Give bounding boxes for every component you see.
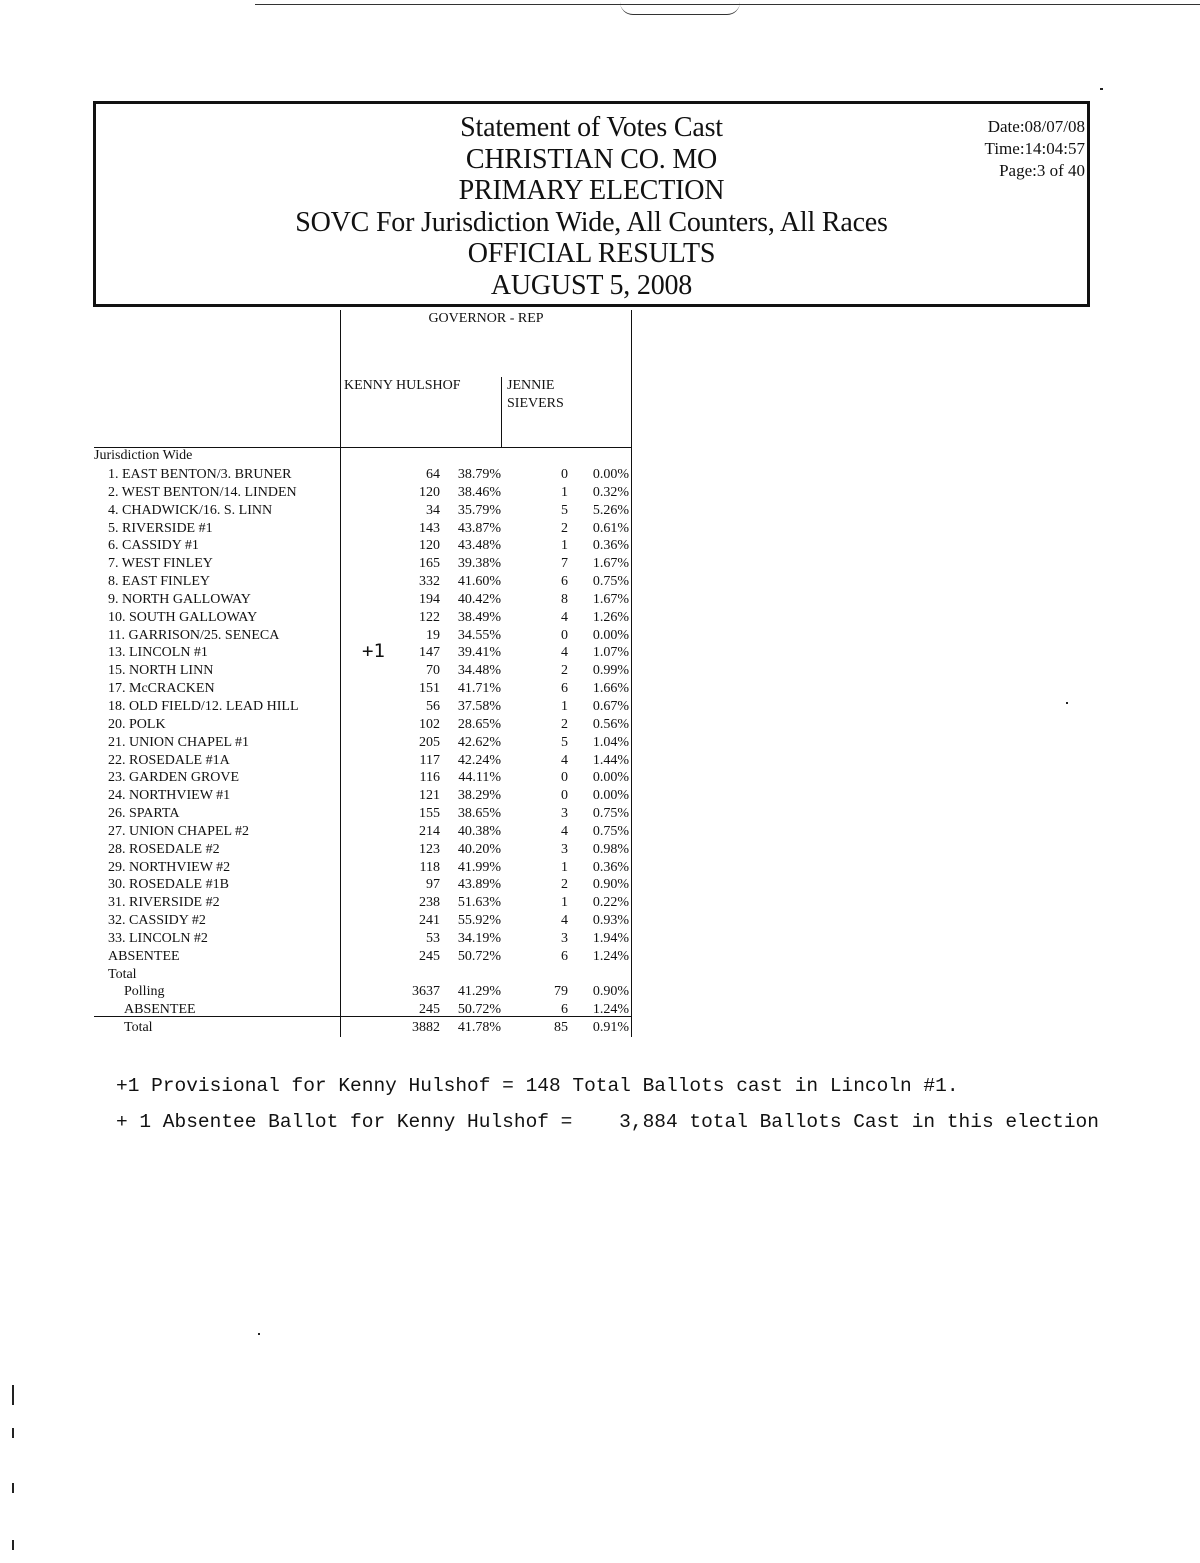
candidate-1-percent: 40.38% [457,823,501,839]
row-label: 18. OLD FIELD/12. LEAD HILL [108,698,299,714]
footnotes [116,1068,1099,1140]
candidate-2-percent: 0.36% [592,859,629,875]
row-label: 6. CASSIDY #1 [108,538,199,554]
table-row [94,983,634,1001]
table-row [94,894,634,912]
table-row [94,1019,634,1037]
candidate-2-percent: 1.44% [592,752,629,768]
candidate-2-percent: 1.66% [592,681,629,697]
candidate-1-percent: 34.55% [457,627,501,643]
row-label: 28. ROSEDALE #2 [108,841,220,857]
candidate-1-votes: 120 [419,538,440,554]
candidate-2-percent: 1.04% [592,734,629,750]
candidate-1-votes: 117 [419,752,440,768]
candidate-2-percent: 0.90% [592,877,629,893]
row-label: 23. GARDEN GROVE [108,770,240,786]
candidate-1-votes: 122 [419,609,440,625]
candidate-2-votes: 4 [561,609,568,625]
row-label: Polling [124,984,165,1000]
row-label: 7. WEST FINLEY [108,556,213,572]
table-row [94,841,634,859]
row-label: 21. UNION CHAPEL #1 [108,734,250,750]
candidate-2-percent: 0.75% [592,574,629,590]
scan-mark [12,1428,14,1438]
candidate-1-votes: 194 [419,591,440,607]
candidate-2-votes: 3 [561,806,568,822]
candidate-1-votes: 165 [419,556,440,572]
row-label: 2. WEST BENTON/14. LINDEN [108,484,297,500]
candidate-2-votes: 4 [561,823,568,839]
row-label: 4. CHADWICK/16. S. LINN [108,502,273,518]
table-row [94,912,634,930]
table-row [94,609,634,627]
candidate-1-percent: 39.41% [457,645,501,661]
candidate-1-votes: 116 [419,770,440,786]
candidate-1-percent: 41.29% [457,984,501,1000]
candidate-1-votes: 245 [419,1002,440,1018]
row-label: 31. RIVERSIDE #2 [108,895,220,911]
candidate-2-percent: 0.36% [592,538,629,554]
table-row [94,555,634,573]
results-table [94,466,634,1037]
table-row [94,876,634,894]
candidate-2-percent: 0.61% [592,520,629,536]
candidate-1-percent: 38.29% [457,788,501,804]
candidate-2-percent: 0.00% [592,467,629,482]
row-label: 24. NORTHVIEW #1 [108,788,231,804]
table-row [94,537,634,555]
candidate-1-percent: 34.19% [457,930,501,946]
candidate-1-votes: 3637 [412,984,440,1000]
row-label: 20. POLK [108,716,166,732]
candidate-1-percent: 44.11% [458,770,501,786]
candidate-1-percent: 28.65% [457,716,501,732]
table-row [94,752,634,770]
table-row [94,591,634,609]
candidate-1-votes: 123 [419,841,440,857]
candidate-1-votes: 56 [426,698,440,714]
candidate-1-percent: 43.48% [457,538,501,554]
candidate-2-percent: 0.00% [592,627,629,643]
candidate-1-votes: 3882 [412,1020,440,1036]
candidate-2-votes: 0 [561,770,568,786]
candidate-2-votes: 0 [561,467,568,482]
candidate-2-votes: 4 [561,913,568,929]
candidate-1-votes: 121 [419,788,440,804]
table-row [94,823,634,841]
table-row [94,502,634,520]
candidate-1-votes: 97 [426,877,440,893]
candidate-2-percent: 0.22% [592,895,629,911]
table-row [94,520,634,538]
candidate-2-votes: 6 [561,948,568,964]
candidate-2-percent: 0.75% [592,823,629,839]
jurisdiction-label: Jurisdiction Wide [94,448,193,463]
candidate-1-percent: 43.89% [457,877,501,893]
candidate-2-votes: 5 [561,734,568,750]
candidate-2-votes: 2 [561,877,568,893]
row-label: 1. EAST BENTON/3. BRUNER [108,467,292,482]
candidate-1-percent: 38.49% [457,609,501,625]
candidate-1-votes: 19 [426,627,440,643]
candidate-2-percent: 0.99% [592,663,629,679]
candidate-1-votes: 151 [419,681,440,697]
title-line-3: PRIMARY ELECTION [458,175,725,206]
candidate-1-votes: 332 [419,574,440,590]
footnote-2: + 1 Absentee Ballot for Kenny Hulshof = 3,884 total Ballots Cast in this election [116,1111,1099,1133]
table-row [94,466,634,484]
row-label: 30. ROSEDALE #1B [108,877,229,893]
table-row [94,1001,634,1019]
candidate-1-votes: 53 [426,930,440,946]
candidate-2-votes: 2 [561,520,568,536]
candidate-1-percent: 41.78% [457,1020,501,1036]
row-label: 26. SPARTA [108,806,180,822]
table-row [94,716,634,734]
table-row [94,484,634,502]
candidate-1-votes: 205 [419,734,440,750]
candidate-1-votes: 70 [426,663,440,679]
candidate-2-percent: 0.67% [592,698,629,714]
candidate-1-percent: 41.60% [457,574,501,590]
candidate-2-percent: 0.91% [592,1020,629,1036]
candidate-2-percent: 1.94% [592,930,629,946]
scan-mark [12,1385,14,1405]
candidate-2-percent: 0.98% [592,841,629,857]
candidate-2-votes: 0 [561,627,568,643]
candidate-1-votes: 147 [419,645,440,661]
footnote-1: +1 Provisional for Kenny Hulshof = 148 Total Ballots cast in Lincoln #1. [116,1075,959,1097]
report-date: Date:08/07/08 [987,117,1085,136]
candidate-1-votes: 155 [419,806,440,822]
row-label: ABSENTEE [108,948,180,964]
row-label: 33. LINCOLN #2 [108,930,208,946]
table-row [94,662,634,680]
scan-speck [258,1333,260,1335]
table-row [94,640,634,663]
candidate-1-votes: 241 [419,913,440,929]
row-label: Total [124,1020,153,1036]
table-row [94,805,634,823]
candidate-1-votes: 245 [419,948,440,964]
table-row [94,680,634,698]
candidate-1-percent: 38.65% [457,806,501,822]
candidate-1-votes: 238 [419,895,440,911]
candidate-2-name [507,377,564,413]
candidate-2-percent: 0.00% [592,788,629,804]
candidate-1-percent: 38.79% [457,467,501,482]
table-row [94,787,634,805]
row-label: 32. CASSIDY #2 [108,913,206,929]
candidate-2-percent: 0.00% [592,770,629,786]
candidate-1-percent: 39.38% [457,556,501,572]
candidate-1-percent: 40.42% [457,591,501,607]
row-label: 9. NORTH GALLOWAY [108,591,251,607]
candidate-1-percent: 41.99% [457,859,501,875]
candidate-2-votes: 4 [561,645,568,661]
candidate-1-percent: 50.72% [457,948,501,964]
candidate-1-percent: 50.72% [457,1002,501,1018]
row-label: 17. McCRACKEN [108,681,215,697]
report-meta [985,116,1085,182]
candidate-2-percent: 0.75% [592,806,629,822]
table-row [94,769,634,787]
candidate-2-percent: 0.56% [592,716,629,732]
candidate-2-votes: 1 [561,698,568,714]
candidate-1-votes: 34 [426,502,440,518]
candidate-2-votes: 6 [561,681,568,697]
table-row [94,966,634,984]
candidate-1-votes: 118 [419,859,440,875]
candidate-2-percent: 1.24% [592,948,629,964]
candidate-divider [501,377,502,447]
candidate-1-votes: 143 [419,520,440,536]
candidate-1-votes: 214 [419,823,440,839]
candidate-1-percent: 41.71% [457,681,501,697]
candidate-2-percent: 1.07% [592,645,629,661]
table-row [94,948,634,966]
candidate-1-percent: 42.62% [457,734,501,750]
candidate-1-percent: 37.58% [457,698,501,714]
candidate-1-percent: 43.87% [457,520,501,536]
candidate-2-votes: 3 [561,930,568,946]
candidate-2-votes: 7 [561,556,568,572]
candidate-2-votes: 3 [561,841,568,857]
report-page: Page:3 of 40 [999,161,1085,180]
candidate-2-votes: 2 [561,716,568,732]
candidate-2-votes: 1 [561,895,568,911]
table-row [94,734,634,752]
title-line-1: Statement of Votes Cast [460,112,723,143]
candidate-1-percent: 38.46% [457,484,501,500]
candidate-2-percent: 1.26% [592,609,629,625]
candidate-1-percent: 40.20% [457,841,501,857]
candidate-2-votes: 1 [561,484,568,500]
candidate-2-votes: 4 [561,752,568,768]
report-header-box [93,101,1090,307]
row-label: ABSENTEE [124,1002,196,1018]
row-label: 10. SOUTH GALLOWAY [108,609,258,625]
scan-speck [1100,88,1103,90]
table-row [94,859,634,877]
row-label: Total [108,966,137,982]
candidate-2-percent: 5.26% [592,502,629,518]
candidate-1-votes: 102 [419,716,440,732]
candidate-1-votes: 120 [419,484,440,500]
candidate-1-percent: 34.48% [457,663,501,679]
candidate-1-name: KENNY HULSHOF [344,378,461,393]
scan-mark [12,1540,14,1550]
candidate-2-percent: 0.90% [592,984,629,1000]
candidate-2-votes: 5 [561,502,568,518]
report-time: Time:14:04:57 [984,139,1085,158]
title-line-2: CHRISTIAN CO. MO [465,143,718,175]
row-label: 22. ROSEDALE #1A [108,752,230,768]
row-label: 15. NORTH LINN [108,663,214,679]
candidate-2-votes: 1 [561,859,568,875]
row-label: 29. NORTHVIEW #2 [108,859,231,875]
report-title-block [96,112,1087,301]
candidate-2-votes: 0 [561,788,568,804]
row-label: 11. GARRISON/25. SENECA [108,627,280,643]
candidate-2-percent: 0.32% [592,484,629,500]
row-label: 8. EAST FINLEY [108,574,211,590]
table-row [94,698,634,716]
row-label: 5. RIVERSIDE #1 [108,520,213,536]
candidate-2-line-2: SIEVERS [507,396,564,411]
candidate-2-votes: 6 [561,1002,568,1018]
scan-speck [1066,702,1068,704]
candidate-2-percent: 1.24% [592,1002,629,1018]
race-title: GOVERNOR - REP [428,311,544,326]
title-line-5: OFFICIAL RESULTS [467,238,716,269]
row-label: 13. LINCOLN #1 [108,645,208,661]
candidate-1-percent: 51.63% [457,895,501,911]
scan-mark [12,1483,14,1493]
candidate-1-percent: 55.92% [457,913,501,929]
candidate-2-votes: 1 [561,538,568,554]
candidate-1-votes: 64 [426,467,440,482]
title-line-4: SOVC For Jurisdiction Wide, All Counters, All Races [295,206,888,238]
candidate-2-votes: 6 [561,574,568,590]
row-label: 27. UNION CHAPEL #2 [108,823,250,839]
scan-top-curve [620,2,740,15]
candidate-2-votes: 8 [561,591,568,607]
candidate-2-percent: 0.93% [592,913,629,929]
candidate-2-votes: 2 [561,663,568,679]
handwritten-note: +1 [362,640,385,663]
candidate-1-percent: 35.79% [457,502,501,518]
table-row [94,930,634,948]
candidate-1-percent: 42.24% [457,752,501,768]
title-line-6: AUGUST 5, 2008 [490,269,693,301]
table-row [94,573,634,591]
candidate-2-percent: 1.67% [592,591,629,607]
candidate-2-votes: 85 [554,1020,568,1036]
candidate-2-line-1: JENNIE [507,378,555,393]
candidate-2-percent: 1.67% [592,556,629,572]
candidate-2-votes: 79 [554,984,568,1000]
